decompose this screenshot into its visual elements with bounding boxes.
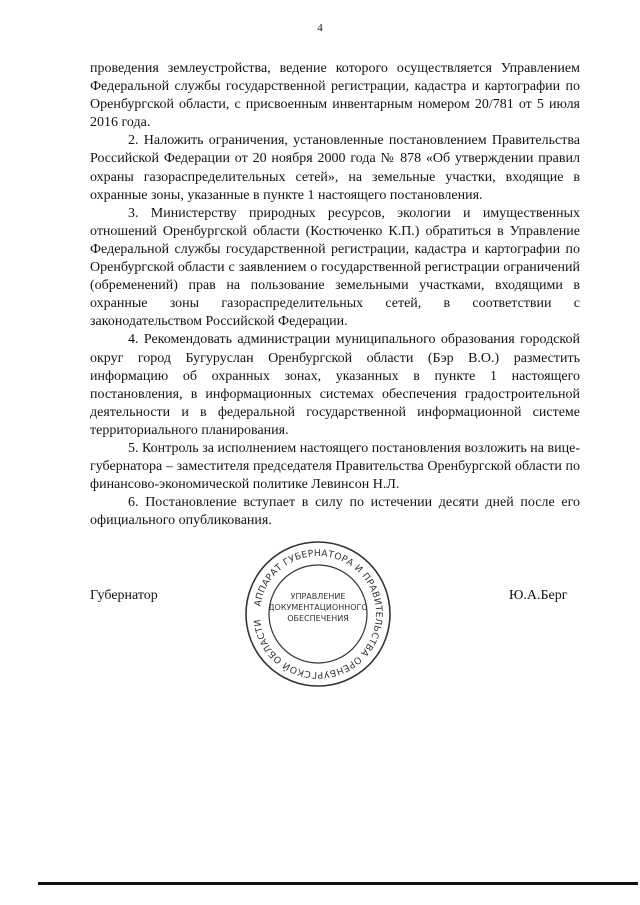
paragraph-item-2: 2. Наложить ограничения, установленные постановлением Правительства Российской Федерации от 20 ноября 2000 года № 878 «Об утверждении правил охраны газораспределительных сетей», на земельные участки, входящие в охранные зоны, указанные в пункте 1 настоящего постановления. bbox=[90, 133, 580, 203]
stamp-line-1: УПРАВЛЕНИЕ bbox=[290, 592, 346, 601]
bottom-divider bbox=[38, 882, 638, 885]
stamp-ring-text: АППАРАТ ГУБЕРНАТОРА И ПРАВИТЕЛЬСТВА ОРЕНБУРГСКОЙ ОБЛАСТИ bbox=[252, 547, 385, 681]
official-stamp bbox=[242, 538, 394, 690]
stamp-line-2: ДОКУМЕНТАЦИОННОГО bbox=[268, 603, 368, 612]
paragraph-item-5: 5. Контроль за исполнением настоящего постановления возложить на вице-губернатора – заместителя председателя Правительства Оренбургской области по финансово-экономической политике Левинсон Н.Л. bbox=[90, 440, 580, 493]
paragraph-item-4: 4. Рекомендовать администрации муниципального образования городской округ город Бугуруслан Оренбургской области (Бэр В.О.) разместить информацию об охранных зонах, указанных в пункте 1 настоящего постановления, в информационных системах обеспечения градостроительной деятельности и в федеральной государственной информационной системе территориального планирования. bbox=[90, 332, 580, 438]
paragraph-item-6: 6. Постановление вступает в силу по истечении десяти дней после его официального опубликования. bbox=[90, 495, 580, 529]
page-number: 4 bbox=[317, 22, 323, 34]
document-body bbox=[90, 60, 580, 530]
stamp-line-3: ОБЕСПЕЧЕНИЯ bbox=[287, 614, 349, 623]
signatory-name: Ю.А.Берг bbox=[509, 588, 568, 603]
paragraph-item-3: 3. Министерству природных ресурсов, экологии и имущественных отношений Оренбургской области (Костюченко К.П.) обратиться в Управление Федеральной службы государственной регистрации, кадастра и картографии по Оренбургской области с заявлением о государственной регистрации ограничений (обременений) прав на пользование земельными участками, входящими в охранные зоны газораспределительных сетей, в соответствии с законодательством Российской Федерации. bbox=[90, 205, 580, 330]
paragraph-continuation: проведения землеустройства, ведение которого осуществляется Управлением Федеральной службы государственной регистрации, кадастра и картографии по Оренбургской области, с присвоенным инвентарным номером 20/781 от 5 июля 2016 года. bbox=[90, 61, 580, 131]
signatory-position: Губернатор bbox=[90, 588, 158, 603]
stamp-center-text bbox=[242, 591, 394, 624]
